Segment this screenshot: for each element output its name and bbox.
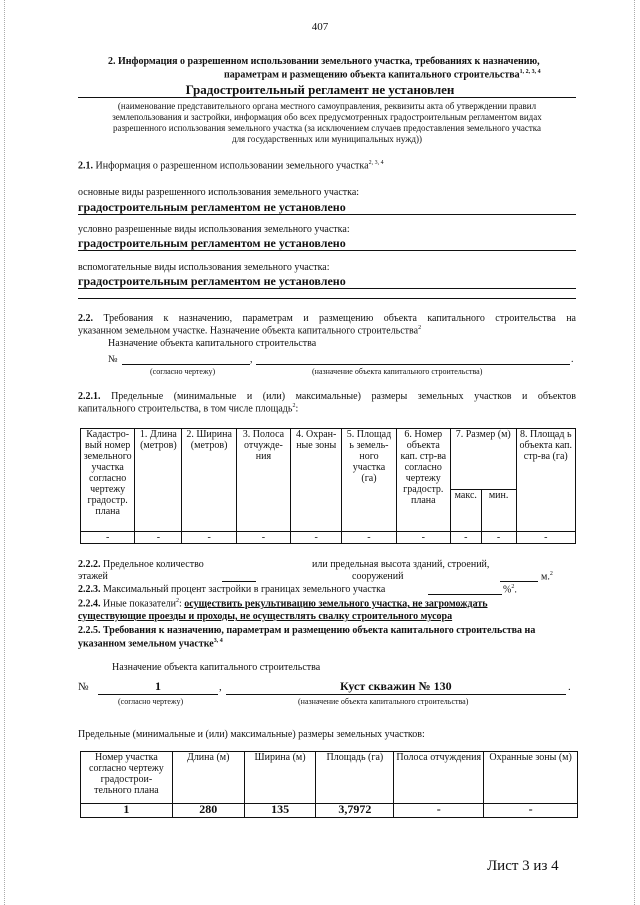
s223-sup: 2 (511, 584, 515, 590)
s22-line2 (78, 325, 421, 336)
s21-cond-value: градостроительным регламентом не установлено (78, 236, 346, 250)
s223-unit-text: % (503, 584, 512, 596)
table-cell: - (81, 532, 135, 544)
s222-height-line (500, 581, 538, 582)
s22-sup: 2 (418, 325, 422, 331)
s21-aux-label: вспомогательные виды использования земельного участка: (78, 262, 330, 273)
s225-header-width: Ширина (м) (244, 752, 316, 804)
s21-main-value: градостроительным регламентом не установлено (78, 200, 346, 214)
s221-sup: 2 (292, 403, 296, 409)
table-cell: 280 (172, 804, 244, 818)
s221-subheader-max: макс. (450, 490, 481, 532)
table-cell: - (342, 532, 396, 544)
s224-value1: осуществить рекультивацию земельного участка, не загромождать (184, 598, 488, 610)
s222-left-text1: Предельное количество (103, 559, 204, 570)
table-cell: - (481, 532, 516, 544)
s22-purpose-line (256, 364, 570, 365)
s225-header-number: Номер участка согласно чертежу градострои-тельного плана (81, 752, 173, 804)
s22-no-sign: № (108, 354, 118, 365)
s221-header-object-number: 6. Номер объекта кап. стр-ва согласно чертежу градостр. плана (396, 429, 450, 532)
s22-num: 2.2. (78, 313, 93, 324)
left-scan-edge (4, 0, 6, 905)
s225-num: 2.2.5. (78, 625, 101, 636)
s225-purpose-line (226, 694, 566, 695)
table-cell: - (236, 532, 290, 544)
s21-aux-underline-2 (78, 298, 576, 299)
table-cell: - (396, 532, 450, 544)
s221-header-zones: 4. Охран-ные зоны (291, 429, 342, 532)
s222-unit (541, 571, 553, 582)
s221-line2 (78, 403, 298, 414)
section2-heading-text: параметрам и размещению объекта капитального строительства (224, 69, 520, 81)
right-scan-edge (634, 0, 636, 905)
table-cell: - (450, 532, 481, 544)
s221-header-strip: 3. Полоса отчужде-ния (236, 429, 290, 532)
s22-line1 (78, 313, 576, 324)
s22-caption-left: (согласно чертежу) (150, 367, 216, 376)
s221-header-width: 2. Ширина (метров) (182, 429, 236, 532)
s222-unit-text: м. (541, 571, 550, 583)
s223-value-line (428, 594, 502, 595)
s224-num: 2.2.4. (78, 598, 101, 610)
section2-heading-line2 (224, 69, 594, 80)
s225-purpose-value: Куст скважин № 130 (340, 679, 452, 693)
s223-dot: . (514, 584, 517, 596)
s22-caption-right: (назначение объекта капитального строительства) (312, 367, 483, 376)
s223-text: Максимальный процент застройки в границах земельного участка (103, 584, 386, 595)
s22-text1: Требования к назначению, параметрам и размещению объекта капитального строительства на (103, 313, 576, 324)
s21-main-underline (78, 214, 576, 215)
s221-header-area: 5. Площад ь земель-ного участка (га) (342, 429, 396, 532)
s225-table (80, 751, 578, 818)
s225-text2: указанном земельном участке (78, 638, 214, 650)
section2-heading-sup: 1, 2, 3, 4 (519, 69, 541, 75)
s221-header-length: 1. Длина (метров) (135, 429, 182, 532)
s22-number-line (122, 364, 250, 365)
table-cell: - (394, 804, 484, 818)
s225-no-sign: № (78, 681, 89, 693)
s21-main-label: основные виды разрешенного использования земельного участка: (78, 187, 360, 198)
s225-header-area: Площадь (га) (316, 752, 394, 804)
s221-text1: Предельные (минимальные и (или) максимальные) размеры земельных участков и объектов (111, 391, 577, 402)
s225-limits-label: Предельные (минимальные и (или) максимальные) размеры земельных участков: (78, 729, 425, 740)
s21-cond-underline (78, 250, 576, 251)
s221-subheader-min: мин. (481, 490, 516, 532)
s21-text: Информация о разрешенном использовании земельного участка (95, 160, 369, 172)
s224-line1 (78, 598, 488, 609)
reglament-underline (78, 97, 576, 98)
s222-floors-line (222, 581, 256, 582)
note-line-1: (наименование представительного органа местного самоуправления, реквизиты акта об утверждении правил (117, 101, 537, 111)
s221-table (80, 428, 576, 544)
s225-number-value: 1 (155, 679, 161, 693)
s222-left-line2: этажей (78, 571, 108, 582)
section2-heading-line1: 2. Информация о разрешенном использовании земельного участка, требованиях к назначению, (108, 56, 540, 67)
s222-unit-sup: 2 (549, 571, 553, 577)
table-cell: 135 (244, 804, 316, 818)
s225-header-zones: Охранные зоны (м) (484, 752, 578, 804)
page-number: 407 (311, 21, 329, 33)
table-cell: - (182, 532, 236, 544)
note-line-3: разрешенного использования земельного участка (за исключением случаев предоставления земельного участка (112, 123, 542, 133)
table-cell: - (484, 804, 578, 818)
s225-caption-left: (согласно чертежу) (118, 697, 184, 706)
s221-line1 (78, 391, 576, 402)
s225-comma: , (219, 681, 222, 693)
table-cell: 1 (81, 804, 173, 818)
s221-header-object-area: 8. Площад ь объекта кап. стр-ва (га) (516, 429, 575, 532)
s225-caption-right: (назначение объекта капитального строительства) (298, 697, 469, 706)
reglament-title: Градостроительный регламент не установлен (185, 82, 455, 97)
s225-text1: Требования к назначению, параметрам и размещению объекта капитального строительства на (103, 625, 536, 636)
s225-dot: . (568, 681, 571, 693)
s222-left-line1 (78, 559, 204, 570)
s225-line2 (78, 638, 223, 649)
s224-sup: 2 (176, 598, 180, 604)
s21-aux-value: градостроительным регламентом не установлено (78, 274, 346, 288)
table-cell: - (135, 532, 182, 544)
s224-value2: существующие проезды и проходы, не осуществлять свалку строительного мусора (78, 611, 453, 622)
s223-unit (503, 584, 517, 595)
s221-header-cadastral: Кадастро-вый номер земельного участка согласно чертежу градостр. плана (81, 429, 135, 532)
s222-right-line1: или предельная высота зданий, строений, (312, 559, 490, 570)
table-cell: - (516, 532, 575, 544)
s221-colon: : (295, 403, 299, 415)
s225-header-length: Длина (м) (172, 752, 244, 804)
s225-line1 (78, 625, 535, 636)
s21-cond-label: условно разрешенные виды использования земельного участка: (78, 224, 350, 235)
s22-comma: , (250, 354, 253, 365)
s221-text2: капитального строительства, в том числе площадь (78, 403, 293, 415)
s224-label: Иные показатели (103, 598, 177, 610)
s22-text2: указанном земельном участке. Назначение объекта капитального строительства (78, 325, 419, 337)
s223-num: 2.2.3. (78, 584, 101, 595)
s225-number-line (98, 694, 218, 695)
s22-dot: . (571, 354, 574, 365)
s21-title (78, 160, 384, 171)
s225-purpose-label: Назначение объекта капитального строительства (112, 662, 321, 673)
s22-purpose-label: Назначение объекта капитального строительства (108, 338, 317, 349)
s222-num: 2.2.2. (78, 559, 101, 570)
s221-header-size: 7. Размер (м) (450, 429, 516, 490)
s21-aux-underline (78, 288, 576, 289)
s225-sup: 3, 4 (213, 638, 223, 644)
note-line-2: землепользования и застройки, информация обо всех предусмотренных градостроительным регламентом видах (112, 112, 542, 122)
table-cell: - (291, 532, 342, 544)
s222-right-line2: сооружений (352, 571, 404, 582)
s21-sup: 2, 3, 4 (368, 160, 384, 166)
s225-header-strip: Полоса отчуждения (394, 752, 484, 804)
sheet-indicator: Лист 3 из 4 (487, 858, 559, 874)
s224-colon: : (179, 598, 182, 610)
note-line-4: для государственных или муниципальных нужд)) (231, 134, 422, 144)
reglament-note (78, 101, 576, 145)
s223-line (78, 584, 385, 595)
s21-num: 2.1. (78, 160, 93, 172)
table-cell: 3,7972 (316, 804, 394, 818)
s221-num: 2.2.1. (78, 391, 101, 402)
